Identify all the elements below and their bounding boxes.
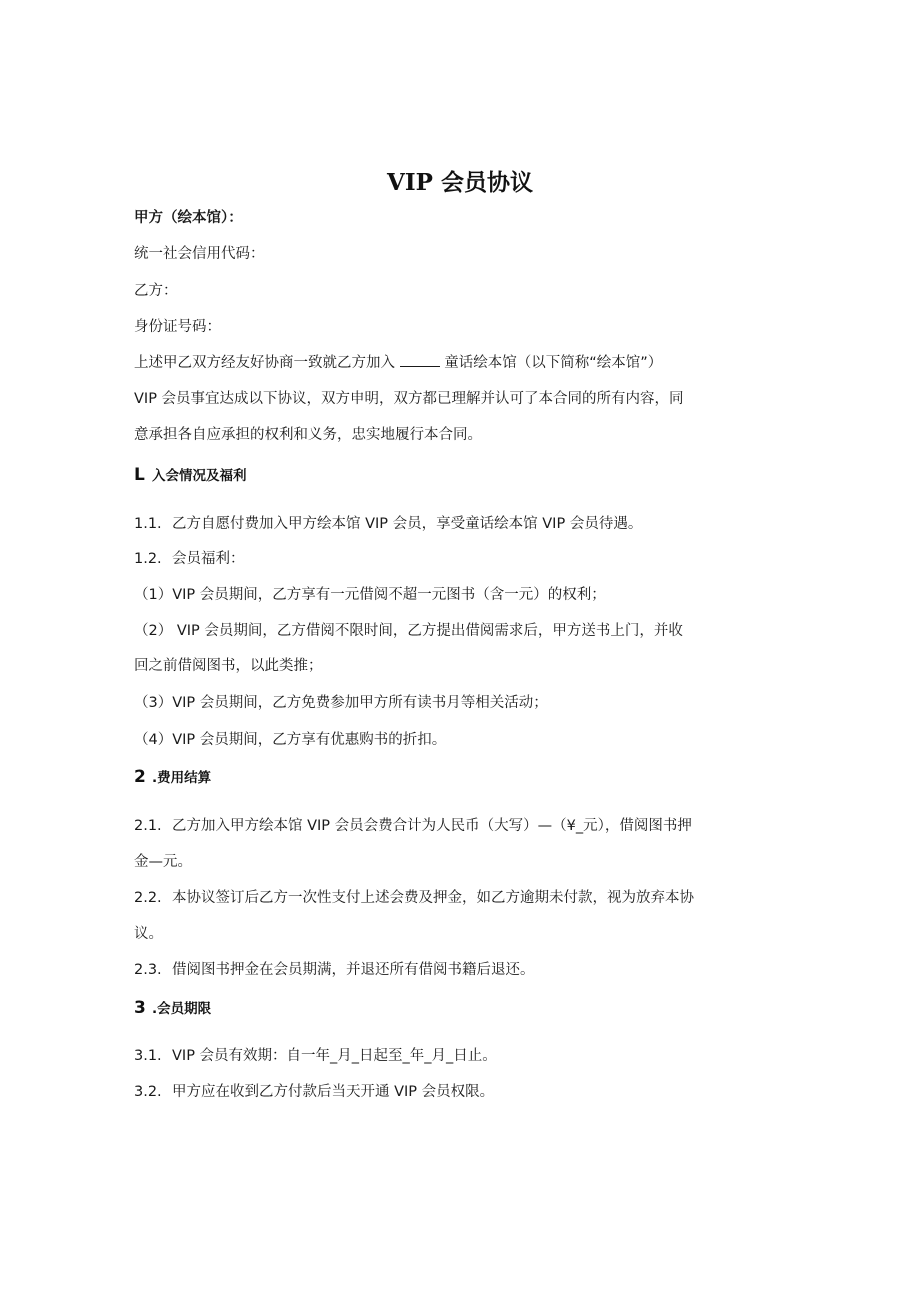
benefit-item-2-line-2: 回之前借阅图书，以此类推； bbox=[134, 658, 323, 674]
document-title: VIP 会员协议 bbox=[387, 169, 533, 196]
clause-number: 1.2. bbox=[134, 551, 162, 567]
party-b-label: 乙方： bbox=[134, 283, 178, 299]
section-3-number: 3 bbox=[134, 998, 146, 1018]
intro-line-1-end: 童话绘本馆（以下简称“绘本馆”） bbox=[444, 355, 663, 371]
intro-line-3: 意承担各自应承担的权利和义务，忠实地履行本合同。 bbox=[134, 427, 482, 443]
section-3-heading bbox=[134, 997, 211, 1018]
clause-3-1 bbox=[134, 1046, 497, 1066]
clause-text: 借阅图书押金在会员期满，并退还所有借阅书籍后退还。 bbox=[172, 962, 535, 978]
clause-text: 乙方自愿付费加入甲方绘本馆 VIP 会员，享受童话绘本馆 VIP 会员待遇。 bbox=[172, 516, 643, 532]
clause-number: 2.1. bbox=[134, 818, 162, 834]
clause-1-1 bbox=[134, 514, 642, 534]
clause-1-2 bbox=[134, 549, 245, 569]
clause-number: 2.3. bbox=[134, 962, 162, 978]
clause-2-2-line-1 bbox=[134, 888, 694, 908]
clause-number: 1.1. bbox=[134, 516, 162, 532]
clause-3-2 bbox=[134, 1082, 494, 1102]
id-number-label: 身份证号码： bbox=[134, 319, 221, 335]
intro-line-1 bbox=[134, 352, 662, 373]
clause-text: 乙方加入甲方绘本馆 VIP 会员会费合计为人民币（大写）—（¥_元），借阅图书押 bbox=[172, 818, 692, 834]
section-2-heading bbox=[134, 766, 211, 787]
credit-code-label: 统一社会信用代码： bbox=[134, 246, 265, 262]
benefit-item-2-line-1: （2） VIP 会员期间，乙方借阅不限时间，乙方提出借阅需求后，甲方送书上门，并收 bbox=[134, 623, 683, 639]
benefit-item-3: （3）VIP 会员期间，乙方免费参加甲方所有读书月等相关活动； bbox=[134, 695, 548, 711]
section-1-number: L bbox=[134, 465, 145, 485]
clause-2-1-line-1 bbox=[134, 816, 692, 836]
section-2-title: .费用结算 bbox=[152, 770, 212, 786]
clause-2-3 bbox=[134, 960, 535, 980]
benefit-item-4: （4）VIP 会员期间，乙方享有优惠购书的折扣。 bbox=[134, 732, 447, 748]
section-3-title: .会员期限 bbox=[152, 1001, 212, 1017]
clause-number: 3.2. bbox=[134, 1084, 162, 1100]
clause-2-2-line-2: 议。 bbox=[134, 926, 163, 942]
section-1-heading bbox=[134, 464, 247, 485]
clause-text: VIP 会员有效期：自一年_月_日起至_年_月_日止。 bbox=[172, 1048, 497, 1064]
party-a-label: 甲方（绘本馆）： bbox=[134, 210, 243, 226]
clause-number: 2.2. bbox=[134, 890, 162, 906]
section-1-title: 入会情况及福利 bbox=[152, 468, 247, 484]
library-name-blank bbox=[400, 352, 440, 367]
intro-line-1-start: 上述甲乙双方经友好协商一致就乙方加入 bbox=[134, 355, 395, 371]
clause-text: 本协议签订后乙方一次性支付上述会费及押金，如乙方逾期未付款，视为放弃本协 bbox=[172, 890, 694, 906]
section-2-number: 2 bbox=[134, 767, 146, 787]
intro-line-2: VIP 会员事宜达成以下协议，双方申明，双方都已理解并认可了本合同的所有内容，同 bbox=[134, 391, 684, 407]
clause-text: 会员福利： bbox=[172, 551, 245, 567]
clause-number: 3.1. bbox=[134, 1048, 162, 1064]
clause-text: 甲方应在收到乙方付款后当天开通 VIP 会员权限。 bbox=[172, 1084, 495, 1100]
clause-2-1-line-2: 金—元。 bbox=[134, 854, 192, 870]
benefit-item-1: （1）VIP 会员期间，乙方享有一元借阅不超一元图书（含一元）的权利； bbox=[134, 587, 606, 603]
